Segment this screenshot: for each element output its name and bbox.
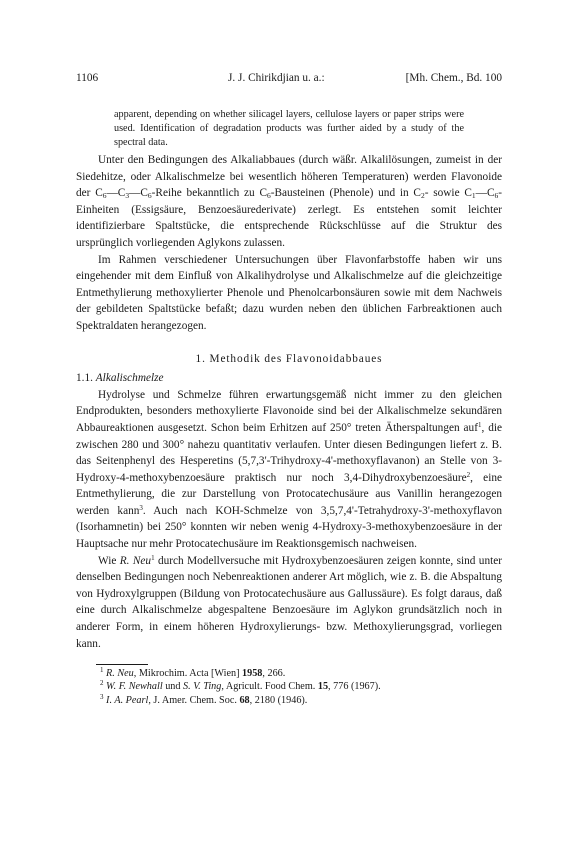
journal-reference: [Mh. Chem., Bd. 100 [405, 72, 502, 84]
paragraph-scope: Im Rahmen verschiedener Untersuchungen über Flavonfarbstoffe haben wir uns eingehender mit dem Einfluß von Alkalihydrolyse und Alkalischmelze auf die gleichzeitige Entmethylierung methoxylierter Phenole und Phenolcarbonsäuren sowie mit dem Nachweis der gebildeten Spaltstücke befaßt; dazu wurden neben den üblichen Farbreaktionen auch Spektraldaten herangezogen. [76, 253, 502, 332]
footnote-divider [96, 664, 148, 665]
running-authors: J. J. Chirikdjian u. a.: [228, 72, 325, 84]
section-heading: 1. Methodik des Flavonoidabbaues [195, 352, 383, 365]
page-number: 1106 [76, 72, 99, 84]
footnote: $^2$ W. F. Newhall und S. V. Ting, Agricult. Food Chem. 15, 776 (1967). [100, 679, 381, 693]
footnote: $^3$ I. A. Pearl, J. Amer. Chem. Soc. 68, 2180 (1946). [100, 692, 308, 706]
footnote-ref: 1 [477, 420, 482, 429]
running-header [76, 72, 502, 88]
abstract-tail: apparent, depending on whether silicagel layers, cellulose layers or paper strips were used. Identification of degradation products was further aided by a study of the spectral data. [114, 109, 464, 148]
footnote-ref: 2 [466, 470, 471, 479]
paragraph-intro: Unter den Bedingungen des Alkaliabbaues (durch wäßr. Alkalilösungen, zumeist in der Siedehitze, oder Alkalischmelze bei wesentlich höheren Temperaturen) werden Flavonoide der $C_6—C_3—C_6$-Reihe bekanntlich zu $C_6$-Bausteinen (Phenole) und in $C_2-$ sowie $C_1—C_6$-Einheiten (Essigsäure, Benzoesäurederivate) zerlegt. Es entstehen somit leichter identifizierbare Spaltstücke, die entsprechende Rückschlüsse auf die Struktur des ursprünglich vorliegenden Aglykons zulassen. [76, 154, 502, 249]
paragraph-hydrolysis: Hydrolyse und Schmelze führen erwartungsgemäß nicht immer zu den gleichen Endprodukten, besonders methoxylierte Flavonoide sind bei der Alkalischmelze sekundären Abbaureaktionen ausgesetzt. Schon beim Erhitzen auf 250° treten Ätherspaltungen auf$^1$, die zwischen 280 und 300° nahezu quantitativ verlaufen. Unter diesen Bedingungen liefert z. B. das Seitenphenyl des Hesperetins (5,7,3'-Trihydroxy-4'-methoxyflavanon) an Stelle von 3-Hydroxy-4-methoxybenzoesäure praktisch nur noch 3,4-Dihydroxybenzoesäure$^2$, eine Entmethylierung, die zur Darstellung von Protocatechusäure aus Vanillin herangezogen werden kann$^3$. Auch nach KOH-Schmelze von 3,5,7,4'-Tetrahydroxy-3'-methoxyflavon (Isorhamnetin) bei 250° konnten wir neben wenig 4-Hydroxy-3-methoxybenzoesäure in der Hauptsache nur mehr Protocatechusäure im Reaktionsgemisch nachweisen. [76, 388, 503, 551]
footnote: $^1$ R. Neu, Mikrochim. Acta [Wien] 1958, 266. [100, 666, 286, 680]
footnote-ref: 3 [139, 503, 143, 512]
subsection-heading: 1.1. Alkalischmelze [76, 372, 164, 385]
footnote-ref: 1 [151, 553, 155, 562]
body-text [76, 152, 502, 707]
paragraph-side-reactions: Wie R. Neu$^1$ durch Modellversuche mit Hydroxybenzoesäuren zeigen konnte, sind unter denselben Bedingungen noch Nebenreaktionen anderer Art möglich, wie z. B. die Abspaltung von Hydroxylgruppen (Bildung von Protocatechusäure aus Gallussäure). Es folgt daraus, daß eine durch Alkalischmelze abgespaltene Benzoesäure im Aglykon grundsätzlich noch in anderer Form, in einem höheren Hydroxylierungs- bzw. Methoxylierungsgrad, vorliegen kann. [76, 553, 503, 650]
footnotes [76, 667, 502, 707]
